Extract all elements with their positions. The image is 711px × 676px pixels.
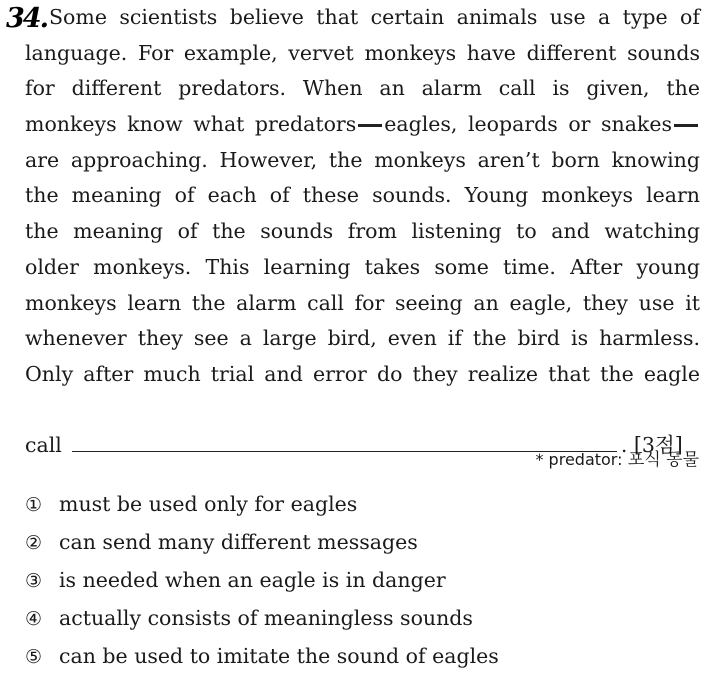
question-number: 34. [6, 3, 47, 34]
passage-line: for different predators. When an alarm call is given, the [25, 76, 700, 101]
passage-line: monkeys learn the alarm call for seeing an eagle, they use it [25, 290, 700, 315]
option-marker: ⑤ [25, 646, 43, 668]
passage-line: Only after much trial and error do they realize that the eagle [25, 361, 700, 386]
option-marker: ④ [25, 608, 43, 630]
passage-line: language. For example, vervet monkeys have different sounds [25, 40, 700, 65]
option-marker: ① [25, 494, 43, 516]
passage [25, 0, 700, 464]
passage-line [25, 393, 700, 429]
option-text: can be used to imitate the sound of eagles [59, 644, 499, 668]
passage-line: older monkeys. This learning takes some time. After young [25, 254, 700, 279]
option-5[interactable] [25, 638, 499, 676]
option-marker: ③ [25, 570, 43, 592]
option-text: actually consists of meaningless sounds [59, 606, 473, 630]
passage-text: monkeys know what predators [25, 112, 357, 137]
passage-text: eagles, leopards or snakes [384, 112, 673, 137]
option-3[interactable] [25, 562, 499, 600]
option-marker: ② [25, 532, 43, 554]
option-text: must be used only for eagles [59, 492, 358, 516]
passage-line: are approaching. However, the monkeys aren’t born knowing [25, 147, 700, 172]
passage-line-with-dashes [25, 107, 700, 143]
footnote-meaning: 포식 동물 [627, 450, 699, 470]
answer-options [25, 486, 499, 676]
passage-line: whenever they see a large bird, even if the bird is harmless. [25, 326, 700, 351]
footnote [535, 448, 699, 472]
option-text: is needed when an eagle is in danger [59, 568, 446, 592]
option-1[interactable] [25, 486, 499, 524]
passage-line: the meaning of each of these sounds. Young monkeys learn [25, 183, 700, 208]
points-label: . [3점] [620, 433, 683, 458]
passage-line: the meaning of the sounds from listening to and watching [25, 219, 700, 244]
em-dash [358, 124, 382, 127]
footnote-term: * predator: [535, 450, 623, 469]
passage-line: Some scientists believe that certain animals use a type of [49, 5, 700, 29]
option-2[interactable] [25, 524, 499, 562]
em-dash [674, 124, 698, 127]
option-4[interactable] [25, 600, 499, 638]
passage-text: call [25, 433, 62, 458]
option-text: can send many different messages [59, 530, 418, 554]
